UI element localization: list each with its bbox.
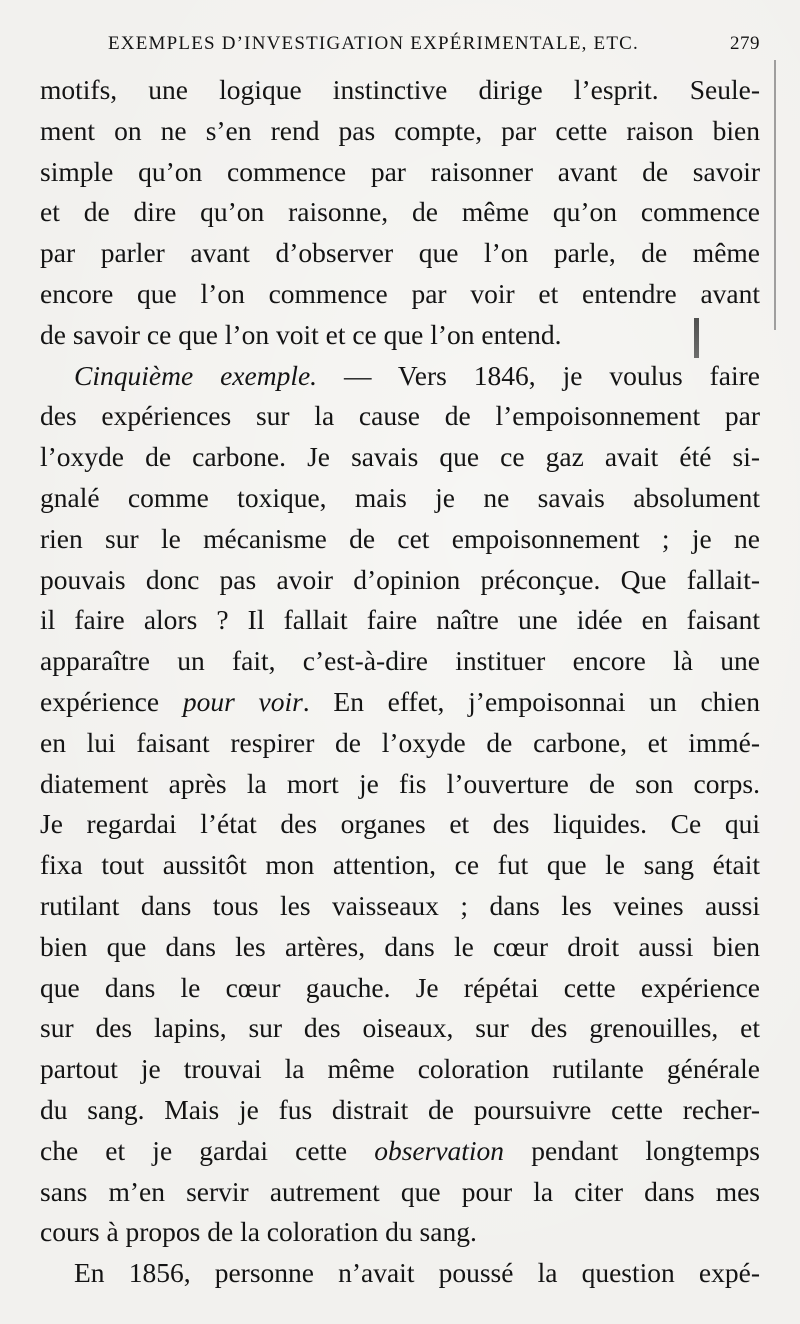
text-line: du sang. Mais je fus distrait de poursuivre cette recher- bbox=[40, 1093, 760, 1125]
text-line: des expériences sur la cause de l’empoisonnement par bbox=[40, 400, 760, 432]
text-line: l’oxyde de carbone. Je savais que ce gaz avait été si- bbox=[40, 441, 760, 473]
text-line: ment on ne s’en rend pas compte, par cette raison bien bbox=[40, 114, 760, 146]
page-number: 279 bbox=[730, 33, 760, 54]
text-line: simple qu’on commence par raisonner avant de savoir bbox=[40, 155, 760, 187]
text-line: partout je trouvai la même coloration rutilante générale bbox=[40, 1053, 760, 1085]
text-line: sur des lapins, sur des oiseaux, sur des grenouilles, et bbox=[40, 1012, 760, 1044]
text-line: cours à propos de la coloration du sang. bbox=[40, 1216, 477, 1248]
text-line: Je regardai l’état des organes et des liquides. Ce qui bbox=[40, 808, 760, 840]
text-fragment: pendant longtemps bbox=[504, 1134, 760, 1166]
text-line: fixa tout aussitôt mon attention, ce fut que le sang était bbox=[40, 849, 760, 881]
text-line: bien que dans les artères, dans le cœur droit aussi bien bbox=[40, 930, 760, 962]
text-line: rien sur le mécanisme de cet empoisonnement ; je ne bbox=[40, 522, 760, 554]
body-text bbox=[40, 70, 760, 1294]
text-line: que dans le cœur gauche. Je répétai cette expérience bbox=[40, 971, 760, 1003]
text-fragment: — Vers 1846, je voulus faire bbox=[317, 359, 761, 391]
text-line bbox=[40, 356, 760, 397]
text-fragment: che et je gardai cette bbox=[40, 1134, 375, 1166]
text-line: En 1856, personne n’avait poussé la question expé- bbox=[74, 1257, 760, 1289]
section-heading-italic: Cinquième exemple. bbox=[74, 359, 318, 391]
text-line bbox=[40, 682, 760, 723]
ink-mark bbox=[694, 318, 699, 358]
text-line: de savoir ce que l’on voit et ce que l’on entend. bbox=[40, 318, 562, 350]
text-line: gnalé comme toxique, mais je ne savais absolument bbox=[40, 481, 760, 513]
text-line: sans m’en servir autrement que pour la citer dans mes bbox=[40, 1175, 760, 1207]
text-line: pouvais donc pas avoir d’opinion préconçue. Que fallait- bbox=[40, 563, 760, 595]
text-line bbox=[40, 1131, 760, 1172]
text-line: encore que l’on commence par voir et entendre avant bbox=[40, 277, 760, 309]
text-line: par parler avant d’observer que l’on parle, de même bbox=[40, 237, 760, 269]
text-line: diatement après la mort je fis l’ouverture de son corps. bbox=[40, 767, 760, 799]
text-line: en lui faisant respirer de l’oxyde de carbone, et immé- bbox=[40, 726, 760, 758]
text-line: et de dire qu’on raisonne, de même qu’on commence bbox=[40, 196, 760, 228]
running-title: EXEMPLES D’INVESTIGATION EXPÉRIMENTALE, ETC. bbox=[108, 33, 639, 54]
running-head bbox=[108, 33, 760, 63]
text-line: il faire alors ? Il fallait faire naître une idée en faisant bbox=[40, 604, 760, 636]
text-fragment: . En effet, j’empoisonnai un chien bbox=[302, 685, 760, 717]
text-line: motifs, une logique instinctive dirige l’esprit. Seule- bbox=[40, 74, 760, 105]
text-line: apparaître un fait, c’est-à-dire instituer encore là une bbox=[40, 645, 760, 677]
italic-phrase: pour voir bbox=[182, 685, 303, 717]
page-edge-line bbox=[774, 60, 776, 330]
text-line: rutilant dans tous les vaisseaux ; dans les veines aussi bbox=[40, 889, 760, 921]
text-fragment: expérience bbox=[40, 685, 183, 717]
italic-word: observation bbox=[374, 1134, 505, 1166]
